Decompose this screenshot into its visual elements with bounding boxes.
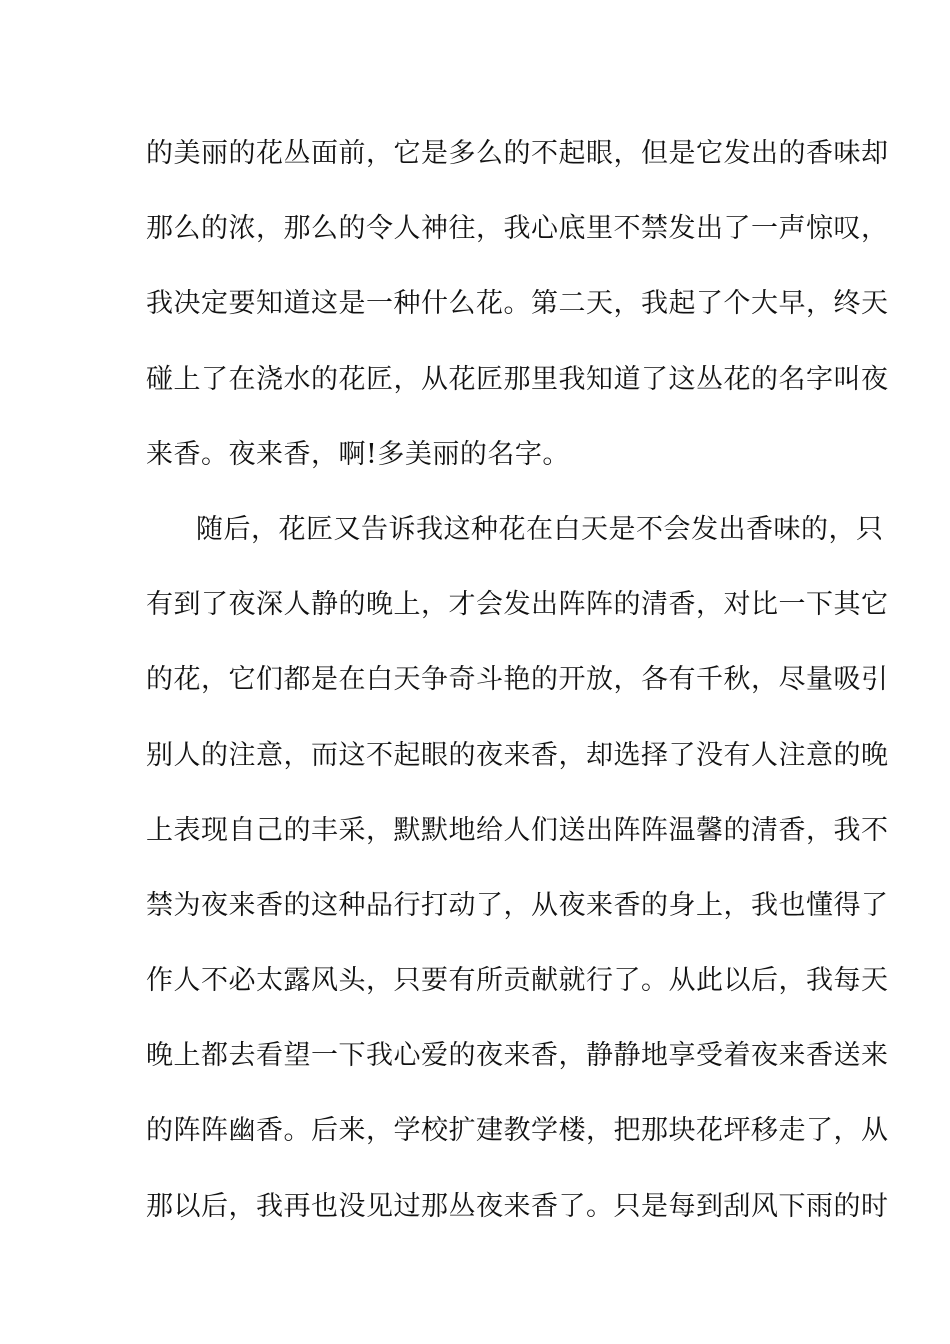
- text-line: 别人的注意，而这不起眼的夜来香，却选择了没有人注意的晚: [146, 739, 889, 771]
- text-line: 的美丽的花丛面前，它是多么的不起眼，但是它发出的香味却: [146, 138, 889, 169]
- text-line: 那么的浓，那么的令人神往，我心底里不禁发出了一声惊叹，: [146, 213, 889, 245]
- text-line: 的花，它们都是在白天争奇斗艳的开放，各有千秋，尽量吸引: [146, 664, 889, 696]
- text-line: 来香。夜来香，啊!多美丽的名字。: [146, 438, 570, 470]
- text-line: 上表现自己的丰采，默默地给人们送出阵阵温馨的清香，我不: [146, 814, 889, 846]
- text-line: 禁为夜来香的这种品行打动了，从夜来香的身上，我也懂得了: [146, 889, 889, 921]
- text-line: 有到了夜深人静的晚上，才会发出阵阵的清香，对比一下其它: [146, 589, 889, 621]
- paragraph-first-line: 随后，花匠又告诉我这种花在白天是不会发出香味的，只: [196, 513, 884, 545]
- text-line: 碰上了在浇水的花匠，从花匠那里我知道了这丛花的名字叫夜: [146, 363, 889, 395]
- text-line: 我决定要知道这是一种什么花。第二天，我起了个大早，终天: [146, 288, 889, 320]
- text-line: 作人不必太露风头，只要有所贡献就行了。从此以后，我每天: [146, 965, 889, 997]
- text-line: 那以后，我再也没见过那丛夜来香了。只是每到刮风下雨的时: [146, 1190, 889, 1222]
- text-line: 晚上都去看望一下我心爱的夜来香，静静地享受着夜来香送来: [146, 1040, 889, 1072]
- text-line: 的阵阵幽香。后来，学校扩建教学楼，把那块花坪移走了，从: [146, 1115, 889, 1147]
- body-text: [146, 126, 889, 1254]
